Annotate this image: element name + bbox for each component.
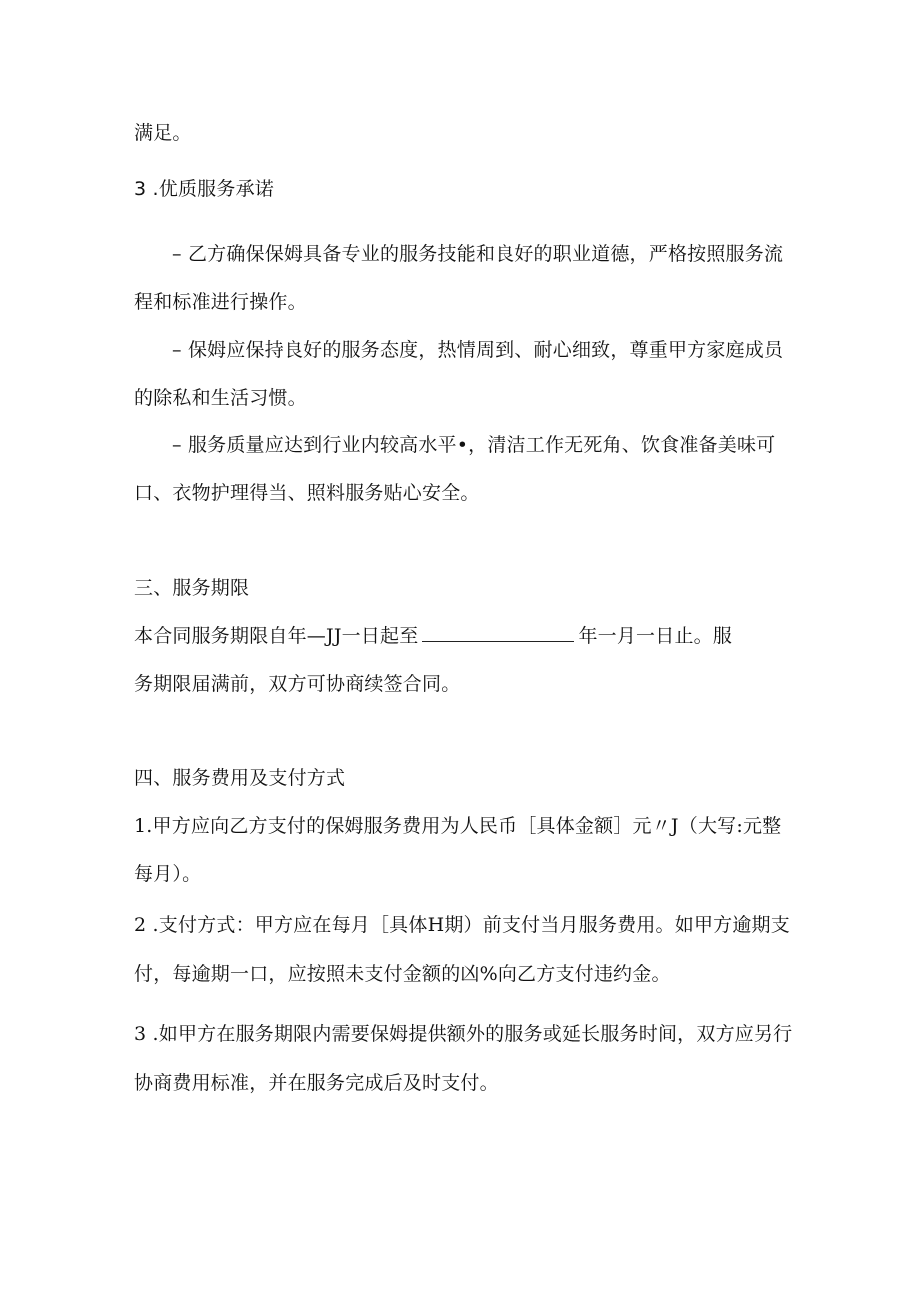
section-item-title: 3 .优质服务承诺 — [134, 178, 274, 200]
paragraph-line: 的除私和生活习惯。 — [134, 387, 307, 409]
paragraph-line: 2 .支付方式：甲方应在每月［具体H期）前支付当月服务费用。如甲方逾期支 — [134, 914, 790, 936]
paragraph-line: 3 .如甲方在服务期限内需要保姆提供额外的服务或延长服务时间，双方应另行 — [134, 1023, 793, 1045]
paragraph-line: – 服务质量应达到行业内较高水平•，清洁工作无死角、饮食准备美味可 — [172, 434, 776, 456]
paragraph-line: – 乙方确保保姆具备专业的服务技能和良好的职业道德，严格按照服务流 — [172, 243, 784, 265]
paragraph-line: 协商费用标准，并在服务完成后及时支付。 — [134, 1072, 499, 1094]
paragraph-line: 满足。 — [134, 122, 192, 144]
paragraph-line: – 保姆应保持良好的服务态度，热情周到、耐心细致，尊重甲方家庭成员 — [172, 339, 784, 361]
section-heading: 三、服务期限 — [134, 577, 250, 599]
paragraph-line: 口、衣物护理得当、照料服务贴心安全。 — [134, 482, 480, 504]
paragraph-line — [134, 624, 732, 648]
section-heading: 四、服务费用及支付方式 — [134, 767, 346, 789]
term-end-text: 年一月一日止。服 — [578, 625, 733, 647]
paragraph-line: 付，每逾期一口，应按照未支付金额的凶%向乙方支付违约金。 — [134, 963, 671, 985]
paragraph-line: 每月）。 — [134, 863, 202, 885]
paragraph-line: 程和标准进行操作。 — [134, 291, 307, 313]
blank-underline — [422, 624, 574, 642]
paragraph-line: 1.甲方应向乙方支付的保姆服务费用为人民币［具体金额］元〃J（大写:元整 — [134, 815, 782, 837]
term-start-text: 本合同服务期限自年—JJ一日起至 — [134, 625, 419, 647]
paragraph-line: 务期限届满前，双方可协商续签合同。 — [134, 673, 461, 695]
